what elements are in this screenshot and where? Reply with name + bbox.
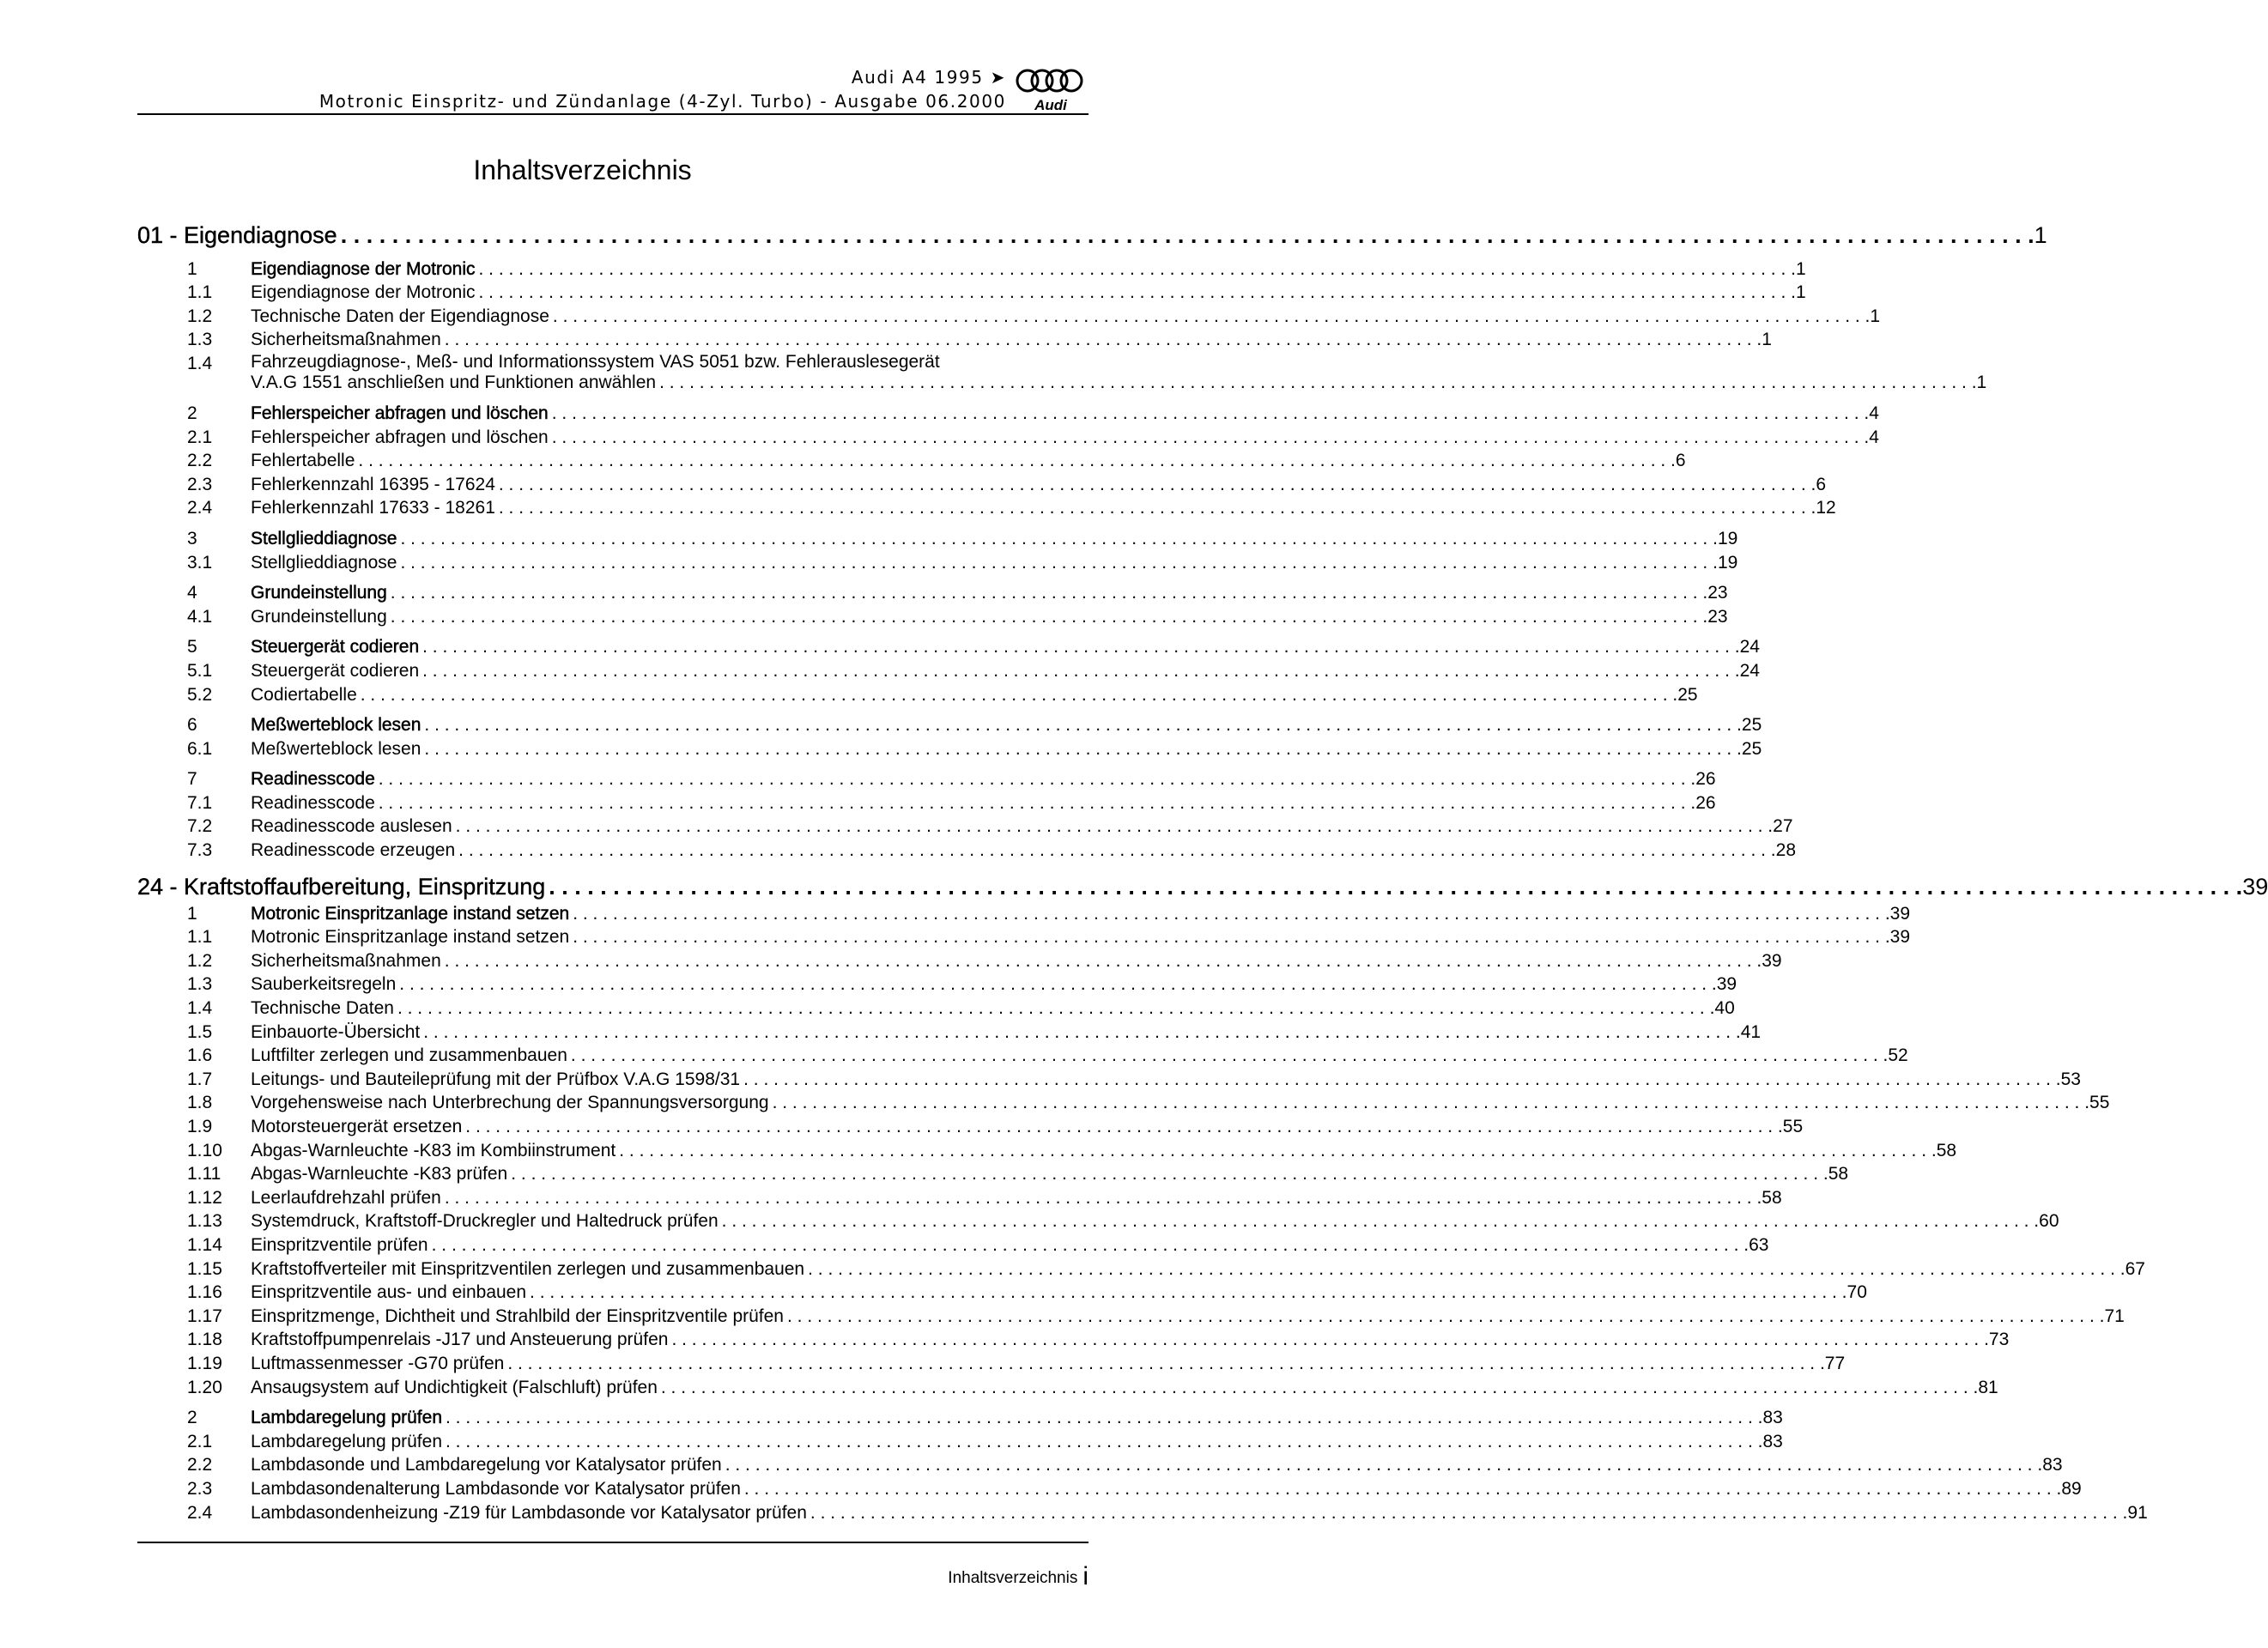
toc-entry-text: Stellglieddiagnose	[251, 528, 397, 548]
toc-entry-text: Technische Daten	[251, 998, 394, 1019]
toc-entry-text: Lambdasonde und Lambdaregelung vor Katalysator prüfen	[251, 1455, 722, 1475]
toc-page-number: 24	[1739, 637, 1760, 657]
toc-page-number: 39	[1762, 950, 1782, 971]
toc-entry-text: Technische Daten der Eigendiagnose	[251, 306, 549, 326]
toc-entry-number: 1.16	[187, 1282, 222, 1303]
toc-page-number: 83	[1762, 1408, 1783, 1428]
toc-page-number: 67	[2125, 1258, 2145, 1279]
toc-page-number: 24	[1739, 660, 1760, 681]
toc-entry-text: Lambdaregelung prüfen	[251, 1431, 443, 1451]
toc-chapter-entry[interactable]	[137, 218, 2047, 249]
header-text	[319, 65, 1006, 113]
toc-entry-number: 3.1	[187, 552, 213, 573]
toc-leader-dots	[419, 661, 1739, 682]
toc-entry-text: Sicherheitsmaßnahmen	[251, 330, 441, 350]
toc-leader-dots	[495, 475, 1816, 495]
toc-entry-text: Sicherheitsmaßnahmen	[251, 950, 441, 971]
toc-entry-text: Readinesscode auslesen	[251, 816, 452, 837]
toc-section-entry[interactable]	[137, 256, 1806, 280]
toc-page-number: 39	[1889, 927, 1911, 948]
toc-entry-text: Leerlaufdrehzahl prüfen	[251, 1187, 441, 1208]
toc-leader-dots	[428, 1235, 1749, 1256]
toc-leader-dots	[420, 1022, 1740, 1043]
toc-leader-dots	[394, 998, 1714, 1019]
toc-subsection-entry[interactable]	[137, 995, 1735, 1019]
toc-entry-text: Fehlerkennzahl 17633 - 18261	[251, 498, 495, 518]
toc-subsection-entry[interactable]	[137, 1019, 1762, 1043]
toc-leader-dots	[567, 1045, 1888, 1066]
toc-entry-text: Motronic Einspritzanlage instand setzen	[251, 927, 570, 948]
toc-leader-dots	[784, 1306, 2104, 1327]
toc-entry-number: 2.4	[187, 1502, 213, 1523]
toc-leader-dots	[419, 637, 1739, 657]
toc-subsection-entry[interactable]	[137, 682, 1698, 706]
toc-page-number: 6	[1675, 451, 1686, 471]
toc-entry-number: 2.4	[187, 498, 213, 518]
toc-subsection-entry[interactable]	[137, 790, 1716, 814]
toc-leader-dots	[719, 1211, 2039, 1232]
toc-entry-number: 1.5	[187, 1021, 213, 1042]
toc-entry-text: Lambdaregelung prüfen	[251, 1408, 443, 1428]
toc-leader-dots	[549, 427, 1869, 448]
toc-entry-number: 2.1	[187, 1431, 213, 1451]
toc-subsection-entry[interactable]	[137, 603, 1728, 627]
toc-subsection-entry[interactable]	[137, 1184, 1782, 1209]
toc-page-number: 83	[1762, 1431, 1783, 1451]
toc-section-entry[interactable]	[137, 766, 1716, 791]
toc-leader-dots	[549, 306, 1870, 327]
toc-leader-dots	[804, 1259, 2125, 1280]
toc-subsection-entry[interactable]	[137, 350, 1987, 393]
toc-subsection-entry[interactable]	[137, 736, 1762, 760]
toc-leader-dots	[526, 1282, 1847, 1303]
toc-entry-number: 5	[187, 637, 197, 657]
toc-page-number: 6	[1816, 474, 1827, 494]
toc-page-number: 55	[2089, 1093, 2110, 1113]
toc-subsection-entry[interactable]	[137, 1350, 1846, 1374]
toc-entry-number: 2	[187, 1408, 197, 1428]
toc-entry-text: Eigendiagnose der Motronic	[251, 282, 476, 303]
header-rule	[137, 113, 1089, 115]
toc-subsection-entry[interactable]	[137, 1452, 2063, 1476]
toc-leader-dots	[462, 1117, 1782, 1137]
toc-page-number: 1	[1870, 306, 1881, 326]
toc-entry-text: Kraftstoffverteiler mit Einspritzventilen zerlegen und zusammenbauen	[251, 1258, 805, 1279]
toc-page-number: 58	[1936, 1140, 1957, 1160]
toc-entry-number: 1.15	[187, 1258, 222, 1279]
toc-section-entry[interactable]	[137, 1405, 1783, 1429]
toc-entry-text: Einspritzventile prüfen	[251, 1234, 428, 1255]
toc-entry-text: Fehlerkennzahl 16395 - 17624	[251, 474, 495, 494]
toc-subsection-entry[interactable]	[137, 471, 1827, 495]
toc-leader-dots	[355, 451, 1675, 471]
toc-entry-text: Readinesscode erzeugen	[251, 840, 456, 861]
toc-entry-text: Ansaugsystem auf Undichtigkeit (Falschluft) prüfen	[251, 1377, 658, 1397]
toc-subsection-entry[interactable]	[137, 1327, 2010, 1351]
toc-entry-number: 1.12	[187, 1187, 222, 1208]
toc-leader-dots	[441, 330, 1762, 350]
toc-leader-dots	[442, 1408, 1762, 1428]
toc-entry-number: 5.2	[187, 684, 213, 705]
toc-page-number: 63	[1749, 1234, 1769, 1255]
toc-subsection-entry[interactable]	[137, 448, 1686, 472]
toc-page-number: 91	[2127, 1502, 2148, 1523]
toc-entry-number: 1.3	[187, 330, 213, 350]
toc-page-number: 77	[1824, 1353, 1846, 1373]
toc-entry-number: 2.3	[187, 1478, 213, 1499]
toc-subsection-entry[interactable]	[137, 1066, 2081, 1090]
toc-subsection-entry[interactable]	[137, 303, 1881, 327]
toc-subsection-entry[interactable]	[137, 1303, 2125, 1327]
toc-entry-text: Leitungs- und Bauteileprüfung mit der Prüfbox V.A.G 1598/31	[251, 1069, 741, 1089]
toc-leader-dots	[476, 282, 1796, 303]
toc-leader-dots	[616, 1141, 1936, 1161]
toc-leader-dots	[545, 873, 2242, 900]
toc-entry-text: Fehlertabelle	[251, 451, 355, 471]
toc-page-number: 12	[1816, 498, 1836, 518]
toc-entry-number: 1.19	[187, 1353, 222, 1373]
toc-entry-text: Abgas-Warnleuchte -K83 prüfen	[251, 1164, 508, 1184]
toc-subsection-entry[interactable]	[137, 1043, 1908, 1067]
toc-subsection-entry[interactable]	[137, 495, 1836, 519]
toc-entry-number: 6.1	[187, 738, 213, 759]
toc-leader-dots	[442, 1432, 1762, 1452]
toc-page-number: 1	[1762, 330, 1772, 350]
toc-entry-number: 1	[187, 258, 197, 279]
toc-leader-dots	[507, 1164, 1828, 1184]
toc-entry-text: 24 - Kraftstoffaufbereitung, Einspritzung	[137, 874, 546, 900]
toc-entry-text: Readinesscode	[251, 792, 375, 813]
toc-entry-text: Fehlerspeicher abfragen und löschen	[251, 403, 549, 423]
toc-leader-dots	[375, 793, 1695, 814]
toc-entry-text: Readinesscode	[251, 769, 375, 790]
header-model: Audi A4 1995 ➤	[851, 67, 1006, 88]
toc-entry-text: Meßwerteblock lesen	[251, 715, 421, 736]
toc-leader-dots	[397, 553, 1717, 573]
toc-entry-number: 2.2	[187, 451, 213, 471]
toc-section-entry[interactable]	[137, 525, 1738, 549]
toc-entry-text: Motronic Einspritzanlage instand setzen	[251, 903, 570, 924]
toc-leader-dots	[495, 498, 1816, 518]
toc-section-entry[interactable]	[137, 634, 1760, 658]
toc-entry-number: 1.14	[187, 1234, 222, 1255]
toc-entry-text: Fehlerspeicher abfragen und löschen	[251, 427, 549, 447]
toc-leader-dots	[441, 1188, 1762, 1209]
toc-page-number: 40	[1714, 998, 1735, 1019]
page-header	[137, 65, 1089, 117]
toc-leader-dots	[452, 816, 1773, 837]
toc-page-number: 55	[1782, 1117, 1804, 1136]
toc-subsection-entry[interactable]	[137, 549, 1738, 573]
toc-leader-dots	[476, 259, 1796, 280]
toc-subsection-entry[interactable]	[137, 972, 1737, 996]
toc-leader-dots	[357, 685, 1677, 706]
toc-entry-number: 2.3	[187, 474, 213, 494]
toc-leader-dots	[658, 1378, 1978, 1398]
toc-leader-dots	[807, 1503, 2127, 1524]
toc-page-number: 4	[1869, 403, 1879, 423]
toc-leader-dots	[421, 715, 1741, 736]
toc-page-number: 1	[1795, 258, 1806, 279]
toc-page-number: 1	[1976, 373, 1987, 393]
toc-page-number: 89	[2061, 1478, 2082, 1499]
page-footer	[948, 1562, 1089, 1590]
toc-entry-text: Fahrzeugdiagnose-, Meß- und Informationssystem VAS 5051 bzw. Fehlerauslesegerät	[251, 352, 940, 373]
toc-subsection-entry[interactable]	[137, 1256, 2145, 1280]
toc-page-number: 23	[1707, 606, 1728, 627]
toc-subsection-entry[interactable]	[137, 1161, 1849, 1185]
table-of-contents	[137, 218, 2268, 1524]
toc-page-number: 60	[2039, 1211, 2059, 1232]
footer-page-number: i	[1082, 1562, 1089, 1590]
toc-entry-number: 1.4	[187, 354, 213, 374]
audi-logo-text: Audi	[1034, 97, 1067, 113]
toc-entry-number: 2.2	[187, 1455, 213, 1475]
toc-page-number: 83	[2042, 1455, 2063, 1475]
toc-entry-number: 7.3	[187, 840, 213, 861]
toc-entry-text: Lambdasondenalterung Lambdasonde vor Katalysator prüfen	[251, 1478, 741, 1499]
toc-leader-dots	[387, 607, 1707, 627]
toc-subsection-entry[interactable]	[137, 1374, 1998, 1398]
toc-page-number: 1	[1795, 282, 1806, 303]
toc-entry-number: 1.4	[187, 998, 213, 1019]
toc-leader-dots	[397, 529, 1717, 549]
toc-page-number: 26	[1695, 769, 1716, 790]
toc-page-number: 52	[1888, 1045, 1908, 1066]
toc-leader-dots	[504, 1354, 1824, 1374]
toc-subsection-entry[interactable]	[137, 1280, 1867, 1304]
toc-subsection-entry[interactable]	[137, 948, 1782, 972]
toc-entry-text: Steuergerät codieren	[251, 637, 420, 657]
toc-section-entry[interactable]	[137, 900, 1911, 924]
toc-entry-text-continued: V.A.G 1551 anschließen und Funktionen anwählen	[251, 373, 657, 393]
toc-subsection-entry[interactable]	[137, 657, 1760, 682]
toc-section-entry[interactable]	[137, 400, 1879, 424]
toc-entry-number: 1.3	[187, 974, 213, 995]
toc-page-number: 19	[1717, 528, 1738, 548]
toc-leader-dots	[740, 1069, 2060, 1090]
toc-section-entry[interactable]	[137, 580, 1728, 604]
toc-entry-number: 1.13	[187, 1211, 222, 1232]
toc-page-number: 39	[1716, 974, 1737, 995]
toc-subsection-entry[interactable]	[137, 327, 1772, 351]
toc-entry-number: 5.1	[187, 660, 213, 681]
toc-leader-dots	[549, 403, 1869, 424]
toc-entry-number: 1.20	[187, 1377, 222, 1397]
toc-leader-dots	[668, 1330, 1988, 1350]
toc-page-number: 58	[1828, 1164, 1849, 1184]
toc-entry-number: 1	[187, 903, 197, 924]
toc-subsection-entry[interactable]	[137, 814, 1793, 838]
toc-leader-dots	[722, 1455, 2042, 1475]
toc-section-entry[interactable]	[137, 712, 1762, 736]
toc-entry-text: Grundeinstellung	[251, 606, 387, 627]
toc-entry-text: Sauberkeitsregeln	[251, 974, 397, 995]
toc-page-number: 39	[2242, 874, 2268, 900]
toc-chapter-entry[interactable]	[137, 869, 2268, 900]
toc-page-number: 27	[1773, 816, 1793, 837]
toc-entry-text: Eigendiagnose der Motronic	[251, 258, 476, 279]
toc-entry-text: Stellglieddiagnose	[251, 552, 397, 573]
toc-page-number: 39	[1889, 903, 1911, 924]
toc-entry-number: 1.9	[187, 1117, 213, 1136]
toc-entry-text: Systemdruck, Kraftstoff-Druckregler und Haltedruck prüfen	[251, 1211, 719, 1232]
toc-leader-dots	[455, 840, 1775, 861]
toc-entry-number: 7	[187, 769, 197, 790]
toc-entry-text: Codiertabelle	[251, 684, 357, 705]
toc-entry-number: 4.1	[187, 606, 213, 627]
toc-entry-number: 2.1	[187, 427, 213, 447]
toc-entry-number: 1.2	[187, 950, 213, 971]
toc-page-number: 81	[1978, 1377, 1998, 1397]
footer-label: Inhaltsverzeichnis	[948, 1569, 1078, 1587]
toc-page-number: 28	[1775, 840, 1796, 861]
toc-page-number: 1	[2034, 222, 2047, 248]
toc-page-number: 73	[1988, 1330, 2010, 1350]
toc-entry-text: Motorsteuergerät ersetzen	[251, 1117, 463, 1136]
toc-entry-number: 1.7	[187, 1069, 213, 1089]
toc-entry-text: Einbauorte-Übersicht	[251, 1021, 421, 1042]
toc-entry-text: Vorgehensweise nach Unterbrechung der Spannungsversorgung	[251, 1093, 769, 1113]
toc-page-number: 53	[2060, 1069, 2081, 1089]
toc-entry-text: Steuergerät codieren	[251, 660, 420, 681]
toc-entry-number: 7.2	[187, 816, 213, 837]
toc-page-number: 26	[1695, 792, 1716, 813]
toc-entry-text: Luftfilter zerlegen und zusammenbauen	[251, 1045, 567, 1066]
toc-entry-number: 1.2	[187, 306, 213, 326]
toc-entry-text: Meßwerteblock lesen	[251, 738, 421, 759]
toc-entry-number: 1.1	[187, 282, 213, 303]
toc-page-number: 41	[1740, 1021, 1762, 1042]
toc-leader-dots	[375, 769, 1695, 790]
toc-leader-dots	[337, 221, 2035, 249]
toc-subsection-entry[interactable]	[137, 1475, 2082, 1500]
toc-page-number: 58	[1762, 1187, 1782, 1208]
toc-entry-number: 3	[187, 528, 197, 548]
toc-page-number: 70	[1847, 1282, 1867, 1303]
toc-subsection-entry[interactable]	[137, 837, 1796, 861]
toc-entry-number: 1.1	[187, 927, 213, 948]
toc-subsection-entry[interactable]	[137, 1113, 1804, 1137]
toc-entry-number: 4	[187, 583, 197, 603]
toc-entry-text: Grundeinstellung	[251, 583, 387, 603]
toc-entry-number: 1.6	[187, 1045, 213, 1066]
toc-entry-number: 1.10	[187, 1140, 222, 1160]
toc-leader-dots	[421, 739, 1741, 760]
toc-subsection-entry[interactable]	[137, 924, 1911, 948]
toc-subsection-entry[interactable]	[137, 280, 1806, 304]
toc-leader-dots	[741, 1479, 2061, 1500]
toc-page-number: 25	[1677, 684, 1698, 705]
toc-leader-dots	[396, 974, 1716, 995]
toc-entry-number: 1.18	[187, 1330, 222, 1350]
toc-page-number: 19	[1717, 552, 1738, 573]
toc-page-number: 23	[1707, 583, 1728, 603]
toc-entry-text: 01 - Eigendiagnose	[137, 222, 337, 248]
toc-leader-dots	[769, 1093, 2089, 1113]
toc-page-number: 25	[1741, 738, 1762, 759]
toc-page-number: 71	[2104, 1306, 2125, 1326]
toc-entry-number: 7.1	[187, 792, 213, 813]
toc-entry-text: Einspritzmenge, Dichtheit und Strahlbild der Einspritzventile prüfen	[251, 1306, 784, 1326]
toc-page-number: 25	[1741, 715, 1762, 736]
toc-entry-text: Kraftstoffpumpenrelais -J17 und Ansteuerung prüfen	[251, 1330, 669, 1350]
toc-page-number: 4	[1869, 427, 1879, 447]
toc-entry-text: Einspritzventile aus- und einbauen	[251, 1282, 527, 1303]
toc-entry-text: Luftmassenmesser -G70 prüfen	[251, 1353, 505, 1373]
toc-subsection-entry[interactable]	[137, 424, 1879, 448]
toc-entry-number: 1.17	[187, 1306, 222, 1326]
toc-subsection-entry[interactable]	[137, 1428, 1783, 1452]
toc-leader-dots	[387, 583, 1707, 603]
toc-subsection-entry[interactable]	[137, 1090, 2110, 1114]
audi-logo	[1013, 67, 1089, 113]
toc-subsection-entry[interactable]	[137, 1137, 1957, 1161]
toc-entry-number: 6	[187, 715, 197, 736]
toc-leader-dots	[441, 951, 1762, 972]
toc-entry-number: 2	[187, 403, 197, 423]
toc-leader-dots	[656, 373, 1976, 393]
toc-leader-dots	[569, 927, 1889, 948]
footer-rule	[137, 1542, 1089, 1543]
header-subtitle: Motronic Einspritz- und Zündanlage (4-Zyl. Turbo) - Ausgabe 06.2000	[318, 91, 1006, 112]
toc-subsection-entry[interactable]	[137, 1500, 2148, 1524]
toc-subsection-entry[interactable]	[137, 1209, 2059, 1233]
toc-subsection-entry[interactable]	[137, 1232, 1769, 1256]
toc-leader-dots	[569, 904, 1889, 924]
toc-entry-text: Lambdasondenheizung -Z19 für Lambdasonde vor Katalysator prüfen	[251, 1502, 807, 1523]
toc-entry-number: 1.8	[187, 1093, 213, 1113]
page-title: Inhaltsverzeichnis	[473, 154, 692, 185]
toc-entry-number: 1.11	[187, 1164, 221, 1184]
toc-entry-text: Abgas-Warnleuchte -K83 im Kombiinstrument	[251, 1140, 616, 1160]
